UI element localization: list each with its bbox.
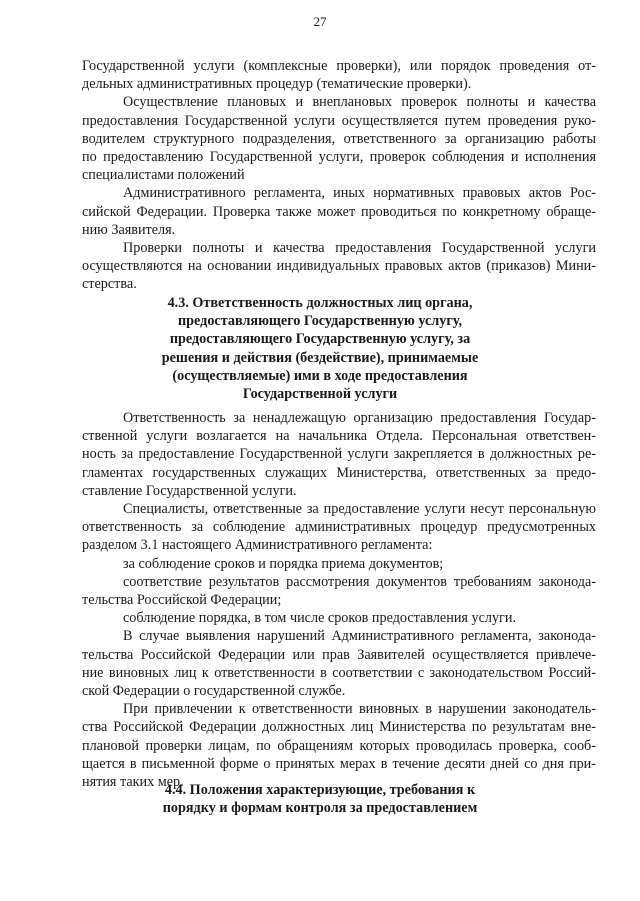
text-line: ние виновных лиц к ответственности в соответствии с законодательством Россий- xyxy=(82,664,596,681)
heading-line: решения и действия (бездействие), принимаемые xyxy=(161,349,479,366)
heading-line: 4.3. Ответственность должностных лиц органа, xyxy=(167,295,473,311)
heading-line: порядку и формам контроля за предоставлением xyxy=(162,800,478,817)
paragraph-block-inspections xyxy=(82,57,596,294)
text-line: Осуществление плановых и внеплановых проверок полноты и качества xyxy=(123,94,596,111)
text-line: Проверки полноты и качества предоставления Государственной услуги xyxy=(123,240,596,257)
text-line: плановой проверки лицам, по обращениям которых проводилась проверка, сооб- xyxy=(82,737,596,754)
text-line: При привлечении к ответственности виновных в нарушении законодатель- xyxy=(123,701,596,718)
heading-line: Государственной услуги xyxy=(242,386,398,403)
text-line: В случае выявления нарушений Административного регламента, законода- xyxy=(123,628,596,645)
paragraph-block-responsibility xyxy=(82,409,596,791)
text-line: щается в письменной форме о принятых мерах в течение десяти дней со дня при- xyxy=(82,755,596,772)
text-line: ства Российской Федерации должностных лиц Министерства по результатам вне- xyxy=(82,719,596,736)
text-line: тельства Российской Федерации; xyxy=(82,592,282,609)
text-line: осуществляются на основании индивидуальных правовых актов (приказов) Мини- xyxy=(82,258,596,275)
text-line: гламентах государственных служащих Министерства, ответственных за предо- xyxy=(82,464,596,481)
text-line: тельства Российской Федерации или прав Заявителей осуществляется привлече- xyxy=(82,646,596,663)
text-line: ственной услуги возлагается на начальника Отдела. Персональная ответствен- xyxy=(82,428,596,445)
text-line: ность за предоставление Государственной услуги закрепляется в должностных ре- xyxy=(82,446,596,463)
text-line: Специалисты, ответственные за предоставление услуги несут персональную xyxy=(123,501,596,518)
section-heading-4-3 xyxy=(0,294,640,403)
section-heading-4-4 xyxy=(0,781,640,817)
text-line: разделом 3.1 настоящего Административного регламента: xyxy=(82,537,433,554)
text-line: соответствие результатов рассмотрения документов требованиям законода- xyxy=(123,573,596,590)
text-line: дельных административных процедур (тематические проверки). xyxy=(82,76,472,93)
text-line: ставление Государственной услуги. xyxy=(82,482,297,499)
text-line: нию Заявителя. xyxy=(82,221,176,238)
text-line: Административного регламента, иных нормативных правовых актов Рос- xyxy=(123,185,596,202)
text-line: специалистами положений xyxy=(82,167,245,184)
text-line: Государственной услуги (комплексные проверки), или порядок проведения от- xyxy=(82,58,596,74)
text-line: по предоставлению Государственной услуги, проверок соблюдения и исполнения xyxy=(82,149,596,166)
text-line: ской Федерации о государственной службе. xyxy=(82,683,346,700)
text-line: за соблюдение сроков и порядка приема документов; xyxy=(123,555,444,572)
heading-line: (осуществляемые) ими в ходе предоставления xyxy=(172,367,468,384)
text-line: ответственность за соблюдение административных процедур предусмотренных xyxy=(82,519,596,536)
text-line: водителем структурного подразделения, ответственного за организацию работы xyxy=(82,130,596,147)
text-line: предоставления Государственной услуги осуществляется путем проведения руко- xyxy=(82,112,596,129)
text-line: сийской Федерации. Проверка также может проводиться по конкретному обраще- xyxy=(82,203,596,220)
text-line: Ответственность за ненадлежащую организацию предоставления Государ- xyxy=(123,410,596,426)
page-number: 27 xyxy=(313,14,327,29)
heading-line: предоставляющего Государственную услугу, за xyxy=(169,331,471,348)
text-line: нятия таких мер. xyxy=(82,774,184,791)
text-line: соблюдение порядка, в том числе сроков предоставления услуги. xyxy=(123,610,517,627)
text-line: стерства. xyxy=(82,276,137,293)
heading-line: 4.4. Положения характеризующие, требования к xyxy=(164,782,476,798)
heading-line: предоставляющего Государственную услугу, xyxy=(177,313,462,330)
